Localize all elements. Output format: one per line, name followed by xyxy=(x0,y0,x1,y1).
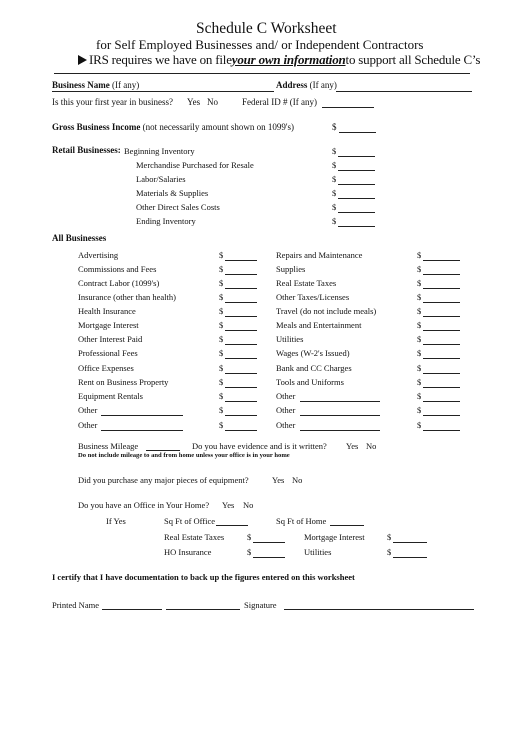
dollar-sign: $ xyxy=(417,264,422,274)
worksheet-subtitle: for Self Employed Businesses and/ or Independent Contractors xyxy=(96,37,424,52)
signature-field[interactable] xyxy=(284,609,474,610)
expense-left-label: Contract Labor (1099's) xyxy=(78,278,160,288)
business-name-field[interactable] xyxy=(52,91,274,92)
dollar-sign: $ xyxy=(332,174,337,184)
expense-right-label: Supplies xyxy=(276,264,306,274)
retail-item-labor: Labor/Salaries xyxy=(136,174,186,184)
retail-amount-field[interactable] xyxy=(338,226,375,227)
dollar-sign: $ xyxy=(219,250,224,260)
home-office-yes[interactable]: Yes xyxy=(222,500,235,510)
dollar-sign: $ xyxy=(219,348,224,358)
expense-amount-field[interactable] xyxy=(225,373,257,374)
retail-amount-field[interactable] xyxy=(338,156,375,157)
expense-right-label: Tools and Uniforms xyxy=(276,377,344,387)
retail-label: Retail Businesses: xyxy=(52,145,121,155)
evidence-no[interactable]: No xyxy=(366,441,377,451)
dollar-sign: $ xyxy=(247,532,252,542)
expense-amount-field[interactable] xyxy=(423,330,460,331)
expense-left-label: Office Expenses xyxy=(78,363,134,373)
expense-amount-field[interactable] xyxy=(423,373,460,374)
other-description-field[interactable] xyxy=(300,430,380,431)
signature-label: Signature xyxy=(244,600,277,610)
equipment-yes[interactable]: Yes xyxy=(272,475,285,485)
dollar-sign: $ xyxy=(417,420,422,430)
printed-name-field-2[interactable] xyxy=(166,609,240,610)
sq-ft-home-field[interactable] xyxy=(330,525,364,526)
dollar-sign: $ xyxy=(417,292,422,302)
expense-amount-field[interactable] xyxy=(423,415,460,416)
dollar-sign: $ xyxy=(219,391,224,401)
expense-amount-field[interactable] xyxy=(225,288,257,289)
expense-left-label: Commissions and Fees xyxy=(78,264,157,274)
dollar-sign: $ xyxy=(417,348,422,358)
dollar-sign: $ xyxy=(417,334,422,344)
dollar-sign: $ xyxy=(219,405,224,415)
dollar-sign: $ xyxy=(417,377,422,387)
irs-notice xyxy=(78,52,480,68)
expense-amount-field[interactable] xyxy=(225,358,257,359)
expense-amount-field[interactable] xyxy=(423,316,460,317)
address-row xyxy=(276,80,337,90)
first-year-yes[interactable]: Yes xyxy=(187,97,201,107)
sq-ft-home-label: Sq Ft of Home xyxy=(276,516,327,526)
other-description-field[interactable] xyxy=(101,415,183,416)
expense-amount-field[interactable] xyxy=(225,344,257,345)
expense-amount-field[interactable] xyxy=(423,401,460,402)
business-name-label: Business Name xyxy=(52,80,110,90)
expense-amount-field[interactable] xyxy=(423,288,460,289)
business-mileage-field[interactable] xyxy=(146,450,180,451)
all-businesses-heading: All Businesses xyxy=(52,233,107,243)
expense-amount-field[interactable] xyxy=(423,430,460,431)
gross-income-label: Gross Business Income xyxy=(52,122,141,132)
expense-right-label: Travel (do not include meals) xyxy=(276,306,377,316)
expense-right-label: Other Taxes/Licenses xyxy=(276,292,350,302)
notice-prefix: IRS requires we have on file xyxy=(89,52,232,67)
expense-right-label: Bank and CC Charges xyxy=(276,363,352,373)
expense-right-label: Wages (W-2's Issued) xyxy=(276,348,350,358)
expense-amount-field[interactable] xyxy=(423,387,460,388)
dollar-sign: $ xyxy=(219,278,224,288)
other-description-field[interactable] xyxy=(300,401,380,402)
sq-ft-office-label: Sq Ft of Office xyxy=(164,516,216,526)
expense-left-label: Professional Fees xyxy=(78,348,138,358)
expense-amount-field[interactable] xyxy=(225,401,257,402)
retail-amount-field[interactable] xyxy=(338,212,375,213)
first-year-question: Is this your first year in business? xyxy=(52,97,173,107)
expense-right-label: Other xyxy=(276,405,296,415)
home-office-no[interactable]: No xyxy=(243,500,254,510)
dollar-sign: $ xyxy=(417,405,422,415)
expense-left-label: Other xyxy=(78,405,98,415)
expense-amount-field[interactable] xyxy=(225,430,257,431)
retail-amount-field[interactable] xyxy=(338,184,375,185)
home-office-question: Do you have an Office in Your Home? xyxy=(78,500,210,510)
expense-right-label: Meals and Entertainment xyxy=(276,320,362,330)
retail-amount-field[interactable] xyxy=(338,198,375,199)
business-name-hint: (If any) xyxy=(112,80,140,90)
dollar-sign: $ xyxy=(332,146,337,156)
expense-amount-field[interactable] xyxy=(225,316,257,317)
expense-amount-field[interactable] xyxy=(225,260,257,261)
expense-right-label: Real Estate Taxes xyxy=(276,278,337,288)
expense-left-label: Health Insurance xyxy=(78,306,136,316)
notice-suffix: to support all Schedule C’s xyxy=(345,52,481,67)
equipment-question: Did you purchase any major pieces of equipment? xyxy=(78,475,249,485)
home-mortgage-interest-label: Mortgage Interest xyxy=(304,532,365,542)
dollar-sign: $ xyxy=(332,216,337,226)
expense-amount-field[interactable] xyxy=(423,260,460,261)
right-triangle-icon xyxy=(78,55,87,65)
mileage-note: Do not include mileage to and from home unless your office is in your home xyxy=(78,452,290,459)
evidence-question: Do you have evidence and is it written? xyxy=(192,441,327,451)
expense-right-label: Other xyxy=(276,391,296,401)
home-real-estate-taxes-label: Real Estate Taxes xyxy=(164,532,225,542)
retail-amount-field[interactable] xyxy=(338,170,375,171)
business-mileage-label: Business Mileage xyxy=(78,441,139,451)
sq-ft-office-field[interactable] xyxy=(216,525,248,526)
evidence-yes[interactable]: Yes xyxy=(346,441,359,451)
retail-item-beginning: Beginning Inventory xyxy=(124,146,195,156)
dollar-sign: $ xyxy=(387,532,392,542)
worksheet-title: Schedule C Worksheet xyxy=(196,20,337,37)
home-amount-field[interactable] xyxy=(253,557,285,558)
gross-income-note: (not necessarily amount shown on 1099's) xyxy=(142,122,294,132)
dollar-sign: $ xyxy=(247,547,252,557)
if-yes-label: If Yes xyxy=(106,516,126,526)
dollar-sign: $ xyxy=(417,391,422,401)
expense-right-label: Repairs and Maintenance xyxy=(276,250,363,260)
expense-amount-field[interactable] xyxy=(423,302,460,303)
expense-left-label: Rent on Business Property xyxy=(78,377,169,387)
expense-amount-field[interactable] xyxy=(225,387,257,388)
expense-right-label: Other xyxy=(276,420,296,430)
retail-item-merchandise: Merchandise Purchased for Resale xyxy=(136,160,254,170)
federal-id-label: Federal ID # (If any) xyxy=(242,97,317,107)
address-label: Address xyxy=(276,80,308,90)
dollar-sign: $ xyxy=(219,264,224,274)
expense-left-label: Advertising xyxy=(78,250,119,260)
address-field[interactable] xyxy=(336,91,472,92)
dollar-sign: $ xyxy=(417,306,422,316)
ho-insurance-label: HO Insurance xyxy=(164,547,212,557)
dollar-sign: $ xyxy=(219,363,224,373)
equipment-no[interactable]: No xyxy=(292,475,303,485)
certification-statement: I certify that I have documentation to back up the figures entered on this worksheet xyxy=(52,572,355,582)
expense-amount-field[interactable] xyxy=(225,330,257,331)
expense-left-label: Equipment Rentals xyxy=(78,391,143,401)
notice-emphasis: your own information xyxy=(231,52,346,67)
expense-amount-field[interactable] xyxy=(423,344,460,345)
expense-amount-field[interactable] xyxy=(225,415,257,416)
expense-amount-field[interactable] xyxy=(225,274,257,275)
dollar-sign: $ xyxy=(219,306,224,316)
retail-item-ending: Ending Inventory xyxy=(136,216,196,226)
gross-income-row xyxy=(52,122,294,132)
expense-amount-field[interactable] xyxy=(423,274,460,275)
dollar-sign: $ xyxy=(417,278,422,288)
retail-item-direct-costs: Other Direct Sales Costs xyxy=(136,202,220,212)
printed-name-field[interactable] xyxy=(102,609,162,610)
home-amount-field[interactable] xyxy=(253,542,285,543)
home-amount-field[interactable] xyxy=(393,557,427,558)
federal-id-field[interactable] xyxy=(322,107,374,108)
dollar-sign: $ xyxy=(332,202,337,212)
address-hint: (If any) xyxy=(309,80,337,90)
home-utilities-label: Utilities xyxy=(304,547,332,557)
dollar-sign: $ xyxy=(219,320,224,330)
first-year-no[interactable]: No xyxy=(207,97,218,107)
other-description-field[interactable] xyxy=(300,415,380,416)
dollar-sign: $ xyxy=(219,292,224,302)
expense-amount-field[interactable] xyxy=(225,302,257,303)
printed-name-label: Printed Name xyxy=(52,600,99,610)
expense-left-label: Other Interest Paid xyxy=(78,334,143,344)
retail-item-materials: Materials & Supplies xyxy=(136,188,209,198)
gross-income-dollar: $ xyxy=(332,122,337,132)
business-name-row xyxy=(52,80,139,90)
dollar-sign: $ xyxy=(219,420,224,430)
dollar-sign: $ xyxy=(332,160,337,170)
dollar-sign: $ xyxy=(332,188,337,198)
gross-income-field[interactable] xyxy=(339,132,376,133)
dollar-sign: $ xyxy=(417,363,422,373)
expense-left-label: Insurance (other than health) xyxy=(78,292,176,302)
dollar-sign: $ xyxy=(219,334,224,344)
other-description-field[interactable] xyxy=(101,430,183,431)
dollar-sign: $ xyxy=(417,250,422,260)
dollar-sign: $ xyxy=(387,547,392,557)
expense-right-label: Utilities xyxy=(276,334,304,344)
header-divider xyxy=(54,73,470,74)
dollar-sign: $ xyxy=(219,377,224,387)
expense-left-label: Mortgage Interest xyxy=(78,320,139,330)
home-amount-field[interactable] xyxy=(393,542,427,543)
expense-left-label: Other xyxy=(78,420,98,430)
expense-amount-field[interactable] xyxy=(423,358,460,359)
dollar-sign: $ xyxy=(417,320,422,330)
